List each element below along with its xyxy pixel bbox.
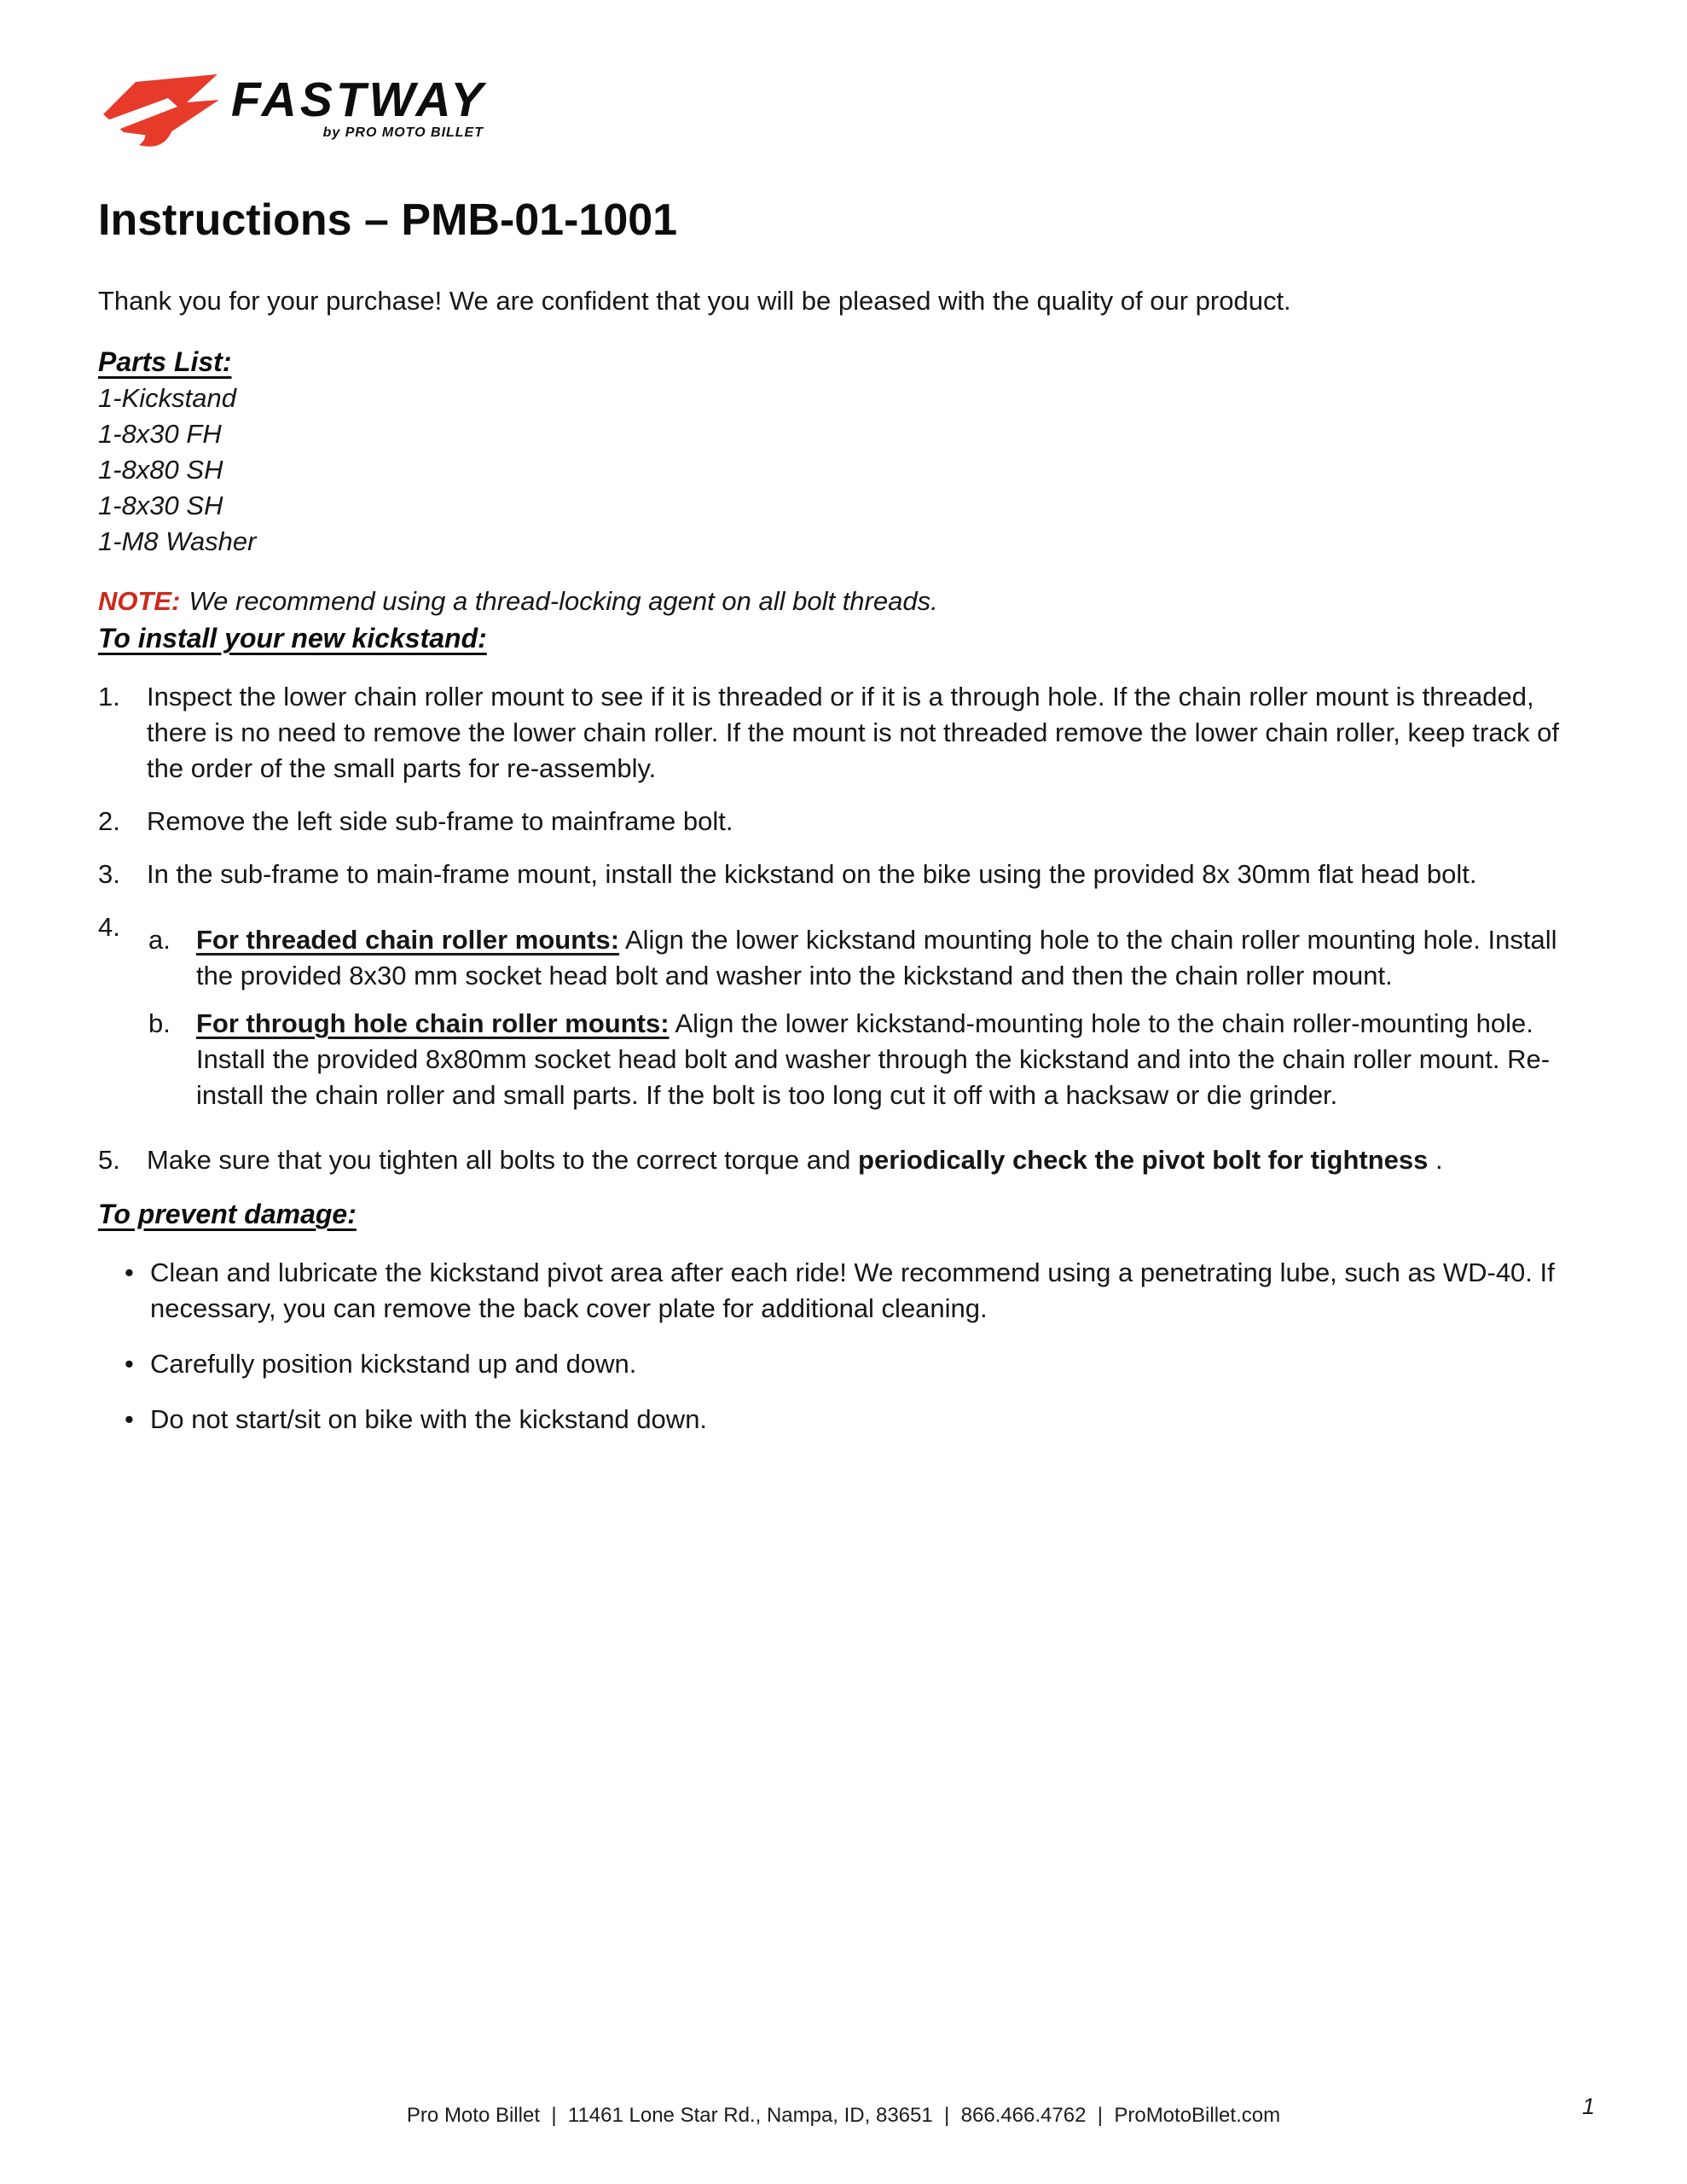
- bullet-icon: •: [125, 1404, 134, 1434]
- substep-text: [196, 922, 1586, 994]
- text-segment: Align the lower kickstand-mounting hole to the chain roller-mounting hole. Install the provided 8x80mm socket head bolt and washer through the kickstand and into the chain roller mount. Re-install the chain roller and small parts. If the bolt is too long cut it off with a hacksaw or die grinder.: [196, 1008, 1551, 1110]
- substeps: [147, 922, 1586, 1113]
- install-heading: To install your new kickstand:: [98, 623, 487, 653]
- step-number: 5.: [98, 1145, 120, 1175]
- logo-byline: by PRO MOTO BILLET: [322, 125, 484, 140]
- page-title: Instructions – PMB-01-1001: [98, 195, 678, 245]
- install-step: [98, 804, 1586, 839]
- bullet-item: [125, 1346, 1586, 1382]
- install-step: [98, 909, 1586, 1125]
- parts-list-item: 1-8x80 SH: [98, 455, 223, 485]
- text-segment: Remove the left side sub-frame to mainframe bolt.: [147, 806, 733, 836]
- prevent-heading: To prevent damage:: [98, 1199, 357, 1229]
- text-segment: For threaded chain roller mounts:: [196, 925, 620, 955]
- bullet-text: Do not start/sit on bike with the kickstand down.: [150, 1404, 708, 1434]
- note-text: We recommend using a thread-locking agent on all bolt threads.: [188, 586, 938, 616]
- step-number: 2.: [98, 806, 120, 836]
- substep: [148, 922, 1586, 994]
- step-number: 4.: [98, 912, 120, 942]
- text-segment: periodically check the pivot bolt for tightness: [858, 1145, 1429, 1175]
- bullet-item: [125, 1402, 1586, 1438]
- step-text: [147, 857, 1586, 892]
- install-steps: [98, 679, 1586, 1178]
- intro-paragraph: Thank you for your purchase! We are confident that you will be pleased with the quality of our product.: [98, 286, 1291, 316]
- install-step: [98, 1142, 1586, 1178]
- substep-letter: b.: [148, 1008, 171, 1038]
- footer-info: Pro Moto Billet | 11461 Lone Star Rd., Nampa, ID, 83651 | 866.466.4762 | ProMotoBillet.com: [406, 2104, 1281, 2127]
- bullet-text: Carefully position kickstand up and down.: [150, 1349, 637, 1379]
- step-text: [147, 679, 1586, 787]
- step-number: 1.: [98, 682, 120, 712]
- parts-list-item: 1-8x30 FH: [98, 419, 222, 449]
- bullet-item: [125, 1255, 1586, 1327]
- parts-list-heading: Parts List:: [98, 346, 232, 377]
- parts-list: [98, 380, 1586, 560]
- brand-wordmark: FASTWAY: [231, 73, 487, 127]
- install-step: [98, 679, 1586, 787]
- install-step: [98, 857, 1586, 892]
- text-segment: Align the lower kickstand mounting hole to the chain roller mounting hole. Install the provided 8x30 mm socket head bolt and washer into the kickstand and then the chain roller mount.: [196, 925, 1557, 990]
- fastway-star-icon: [98, 74, 219, 147]
- parts-list-item: 1-Kickstand: [98, 383, 236, 413]
- substep-letter: a.: [148, 925, 171, 955]
- substep: [148, 1006, 1586, 1113]
- text-segment: For through hole chain roller mounts:: [196, 1008, 670, 1038]
- text-segment: Inspect the lower chain roller mount to see if it is threaded or if it is a through hole. If the chain roller mount is threaded, there is no need to remove the lower chain roller. If the mount is not threaded remove the lower chain roller, keep track of the order of the small parts for re-assembly.: [147, 682, 1559, 783]
- prevent-list: [98, 1255, 1586, 1438]
- parts-list-item: 1-M8 Washer: [98, 526, 257, 556]
- text-segment: .: [1435, 1145, 1443, 1175]
- text-segment: In the sub-frame to main-frame mount, install the kickstand on the bike using the provided 8x 30mm flat head bolt.: [147, 859, 1477, 889]
- step-number: 3.: [98, 859, 120, 889]
- text-segment: Make sure that you tighten all bolts to the correct torque and: [147, 1145, 859, 1175]
- note-paragraph: [98, 584, 1586, 619]
- step-text: [147, 1142, 1586, 1178]
- bullet-icon: •: [125, 1349, 134, 1379]
- step-text: [147, 804, 1586, 839]
- bullet-text: Clean and lubricate the kickstand pivot area after each ride! We recommend using a penetrating lube, such as WD-40. If necessary, you can remove the back cover plate for additional cleaning.: [150, 1258, 1555, 1323]
- parts-section: [98, 343, 1586, 560]
- bullet-icon: •: [125, 1258, 134, 1287]
- fastway-logo: [98, 72, 499, 147]
- parts-list-item: 1-8x30 SH: [98, 491, 223, 520]
- note-label: NOTE:: [98, 586, 181, 616]
- step-text: [147, 909, 1586, 1125]
- page-number: 1: [1581, 2094, 1595, 2119]
- substep-text: [196, 1006, 1586, 1113]
